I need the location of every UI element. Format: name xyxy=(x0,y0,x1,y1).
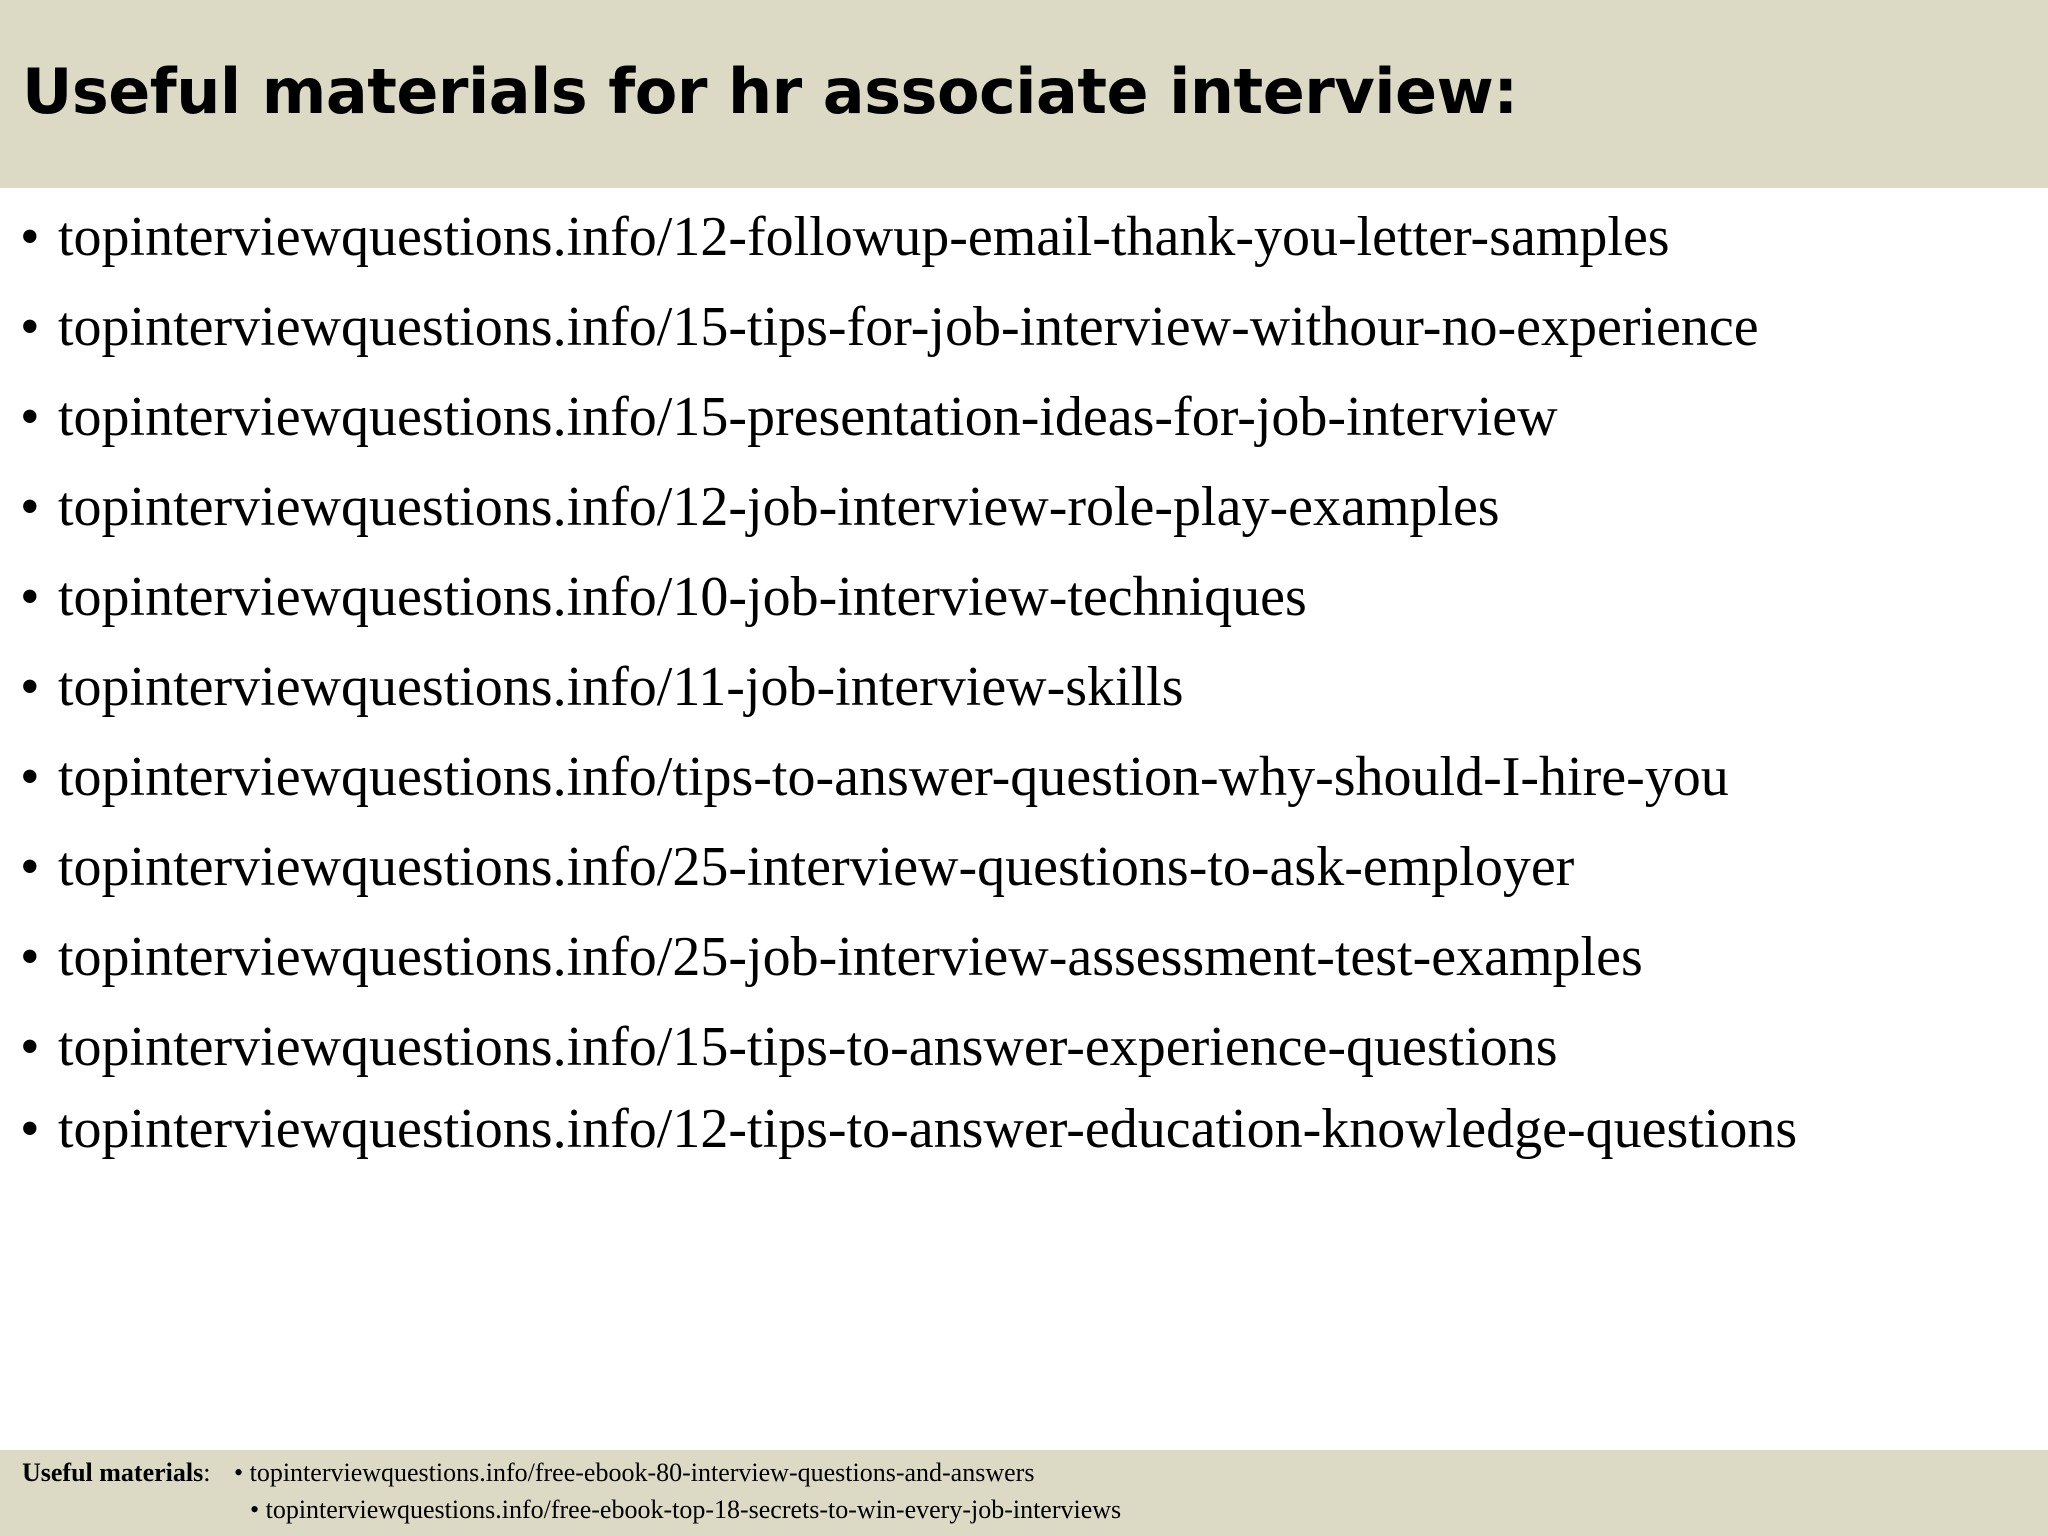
list-item xyxy=(20,292,2030,382)
bullet: • xyxy=(20,206,40,268)
link-text[interactable]: topinterviewquestions.info/15-presentation-ideas-for-job-interview xyxy=(58,386,1558,448)
bullet: • xyxy=(20,926,40,988)
footer-label xyxy=(22,1457,210,1489)
bullet: • xyxy=(250,1495,260,1524)
list-item xyxy=(20,202,2030,292)
link-text[interactable]: topinterviewquestions.info/tips-to-answer-question-why-should-I-hire-you xyxy=(58,746,1729,808)
bullet: • xyxy=(20,656,40,718)
footer-link xyxy=(234,1457,1034,1489)
list-item xyxy=(20,832,2030,922)
slide-title: Useful materials for hr associate interview: xyxy=(22,55,1518,128)
bullet: • xyxy=(234,1458,244,1487)
bullet: • xyxy=(20,296,40,358)
bullet: • xyxy=(20,566,40,628)
footer-separator: : xyxy=(203,1458,211,1487)
bullet: • xyxy=(20,476,40,538)
link-text[interactable]: topinterviewquestions.info/25-job-interview-assessment-test-examples xyxy=(58,926,1643,988)
link-text[interactable]: topinterviewquestions.info/12-followup-email-thank-you-letter-samples xyxy=(58,206,1670,268)
link-text[interactable]: topinterviewquestions.info/25-interview-questions-to-ask-employer xyxy=(58,836,1575,898)
bullet: • xyxy=(20,386,40,448)
link-text[interactable]: topinterviewquestions.info/12-job-interview-role-play-examples xyxy=(58,476,1500,538)
footer-label-text: Useful materials xyxy=(22,1458,204,1487)
link-text[interactable]: topinterviewquestions.info/15-tips-for-job-interview-withour-no-experience xyxy=(58,296,1759,358)
bullet: • xyxy=(20,836,40,898)
list-item xyxy=(20,472,2030,562)
footer-link xyxy=(250,1494,1121,1526)
link-list xyxy=(20,202,2030,1178)
bullet: • xyxy=(20,1016,40,1078)
link-text[interactable]: topinterviewquestions.info/15-tips-to-answer-experience-questions xyxy=(58,1016,1558,1078)
link-text[interactable]: topinterviewquestions.info/10-job-interview-techniques xyxy=(58,566,1307,628)
list-item xyxy=(20,1094,2030,1178)
list-item xyxy=(20,922,2030,1012)
link-text[interactable]: topinterviewquestions.info/11-job-interview-skills xyxy=(58,656,1184,718)
footer-link-text[interactable]: topinterviewquestions.info/free-ebook-top-18-secrets-to-win-every-job-interviews xyxy=(265,1495,1122,1524)
footer-link-text[interactable]: topinterviewquestions.info/free-ebook-80-interview-questions-and-answers xyxy=(249,1458,1035,1487)
list-item xyxy=(20,1012,2030,1102)
list-item xyxy=(20,742,2030,832)
link-text[interactable]: topinterviewquestions.info/12-tips-to-answer-education-knowledge-questions xyxy=(58,1098,1798,1160)
bullet: • xyxy=(20,1098,40,1160)
list-item xyxy=(20,562,2030,652)
list-item xyxy=(20,382,2030,472)
bullet: • xyxy=(20,746,40,808)
list-item xyxy=(20,652,2030,742)
